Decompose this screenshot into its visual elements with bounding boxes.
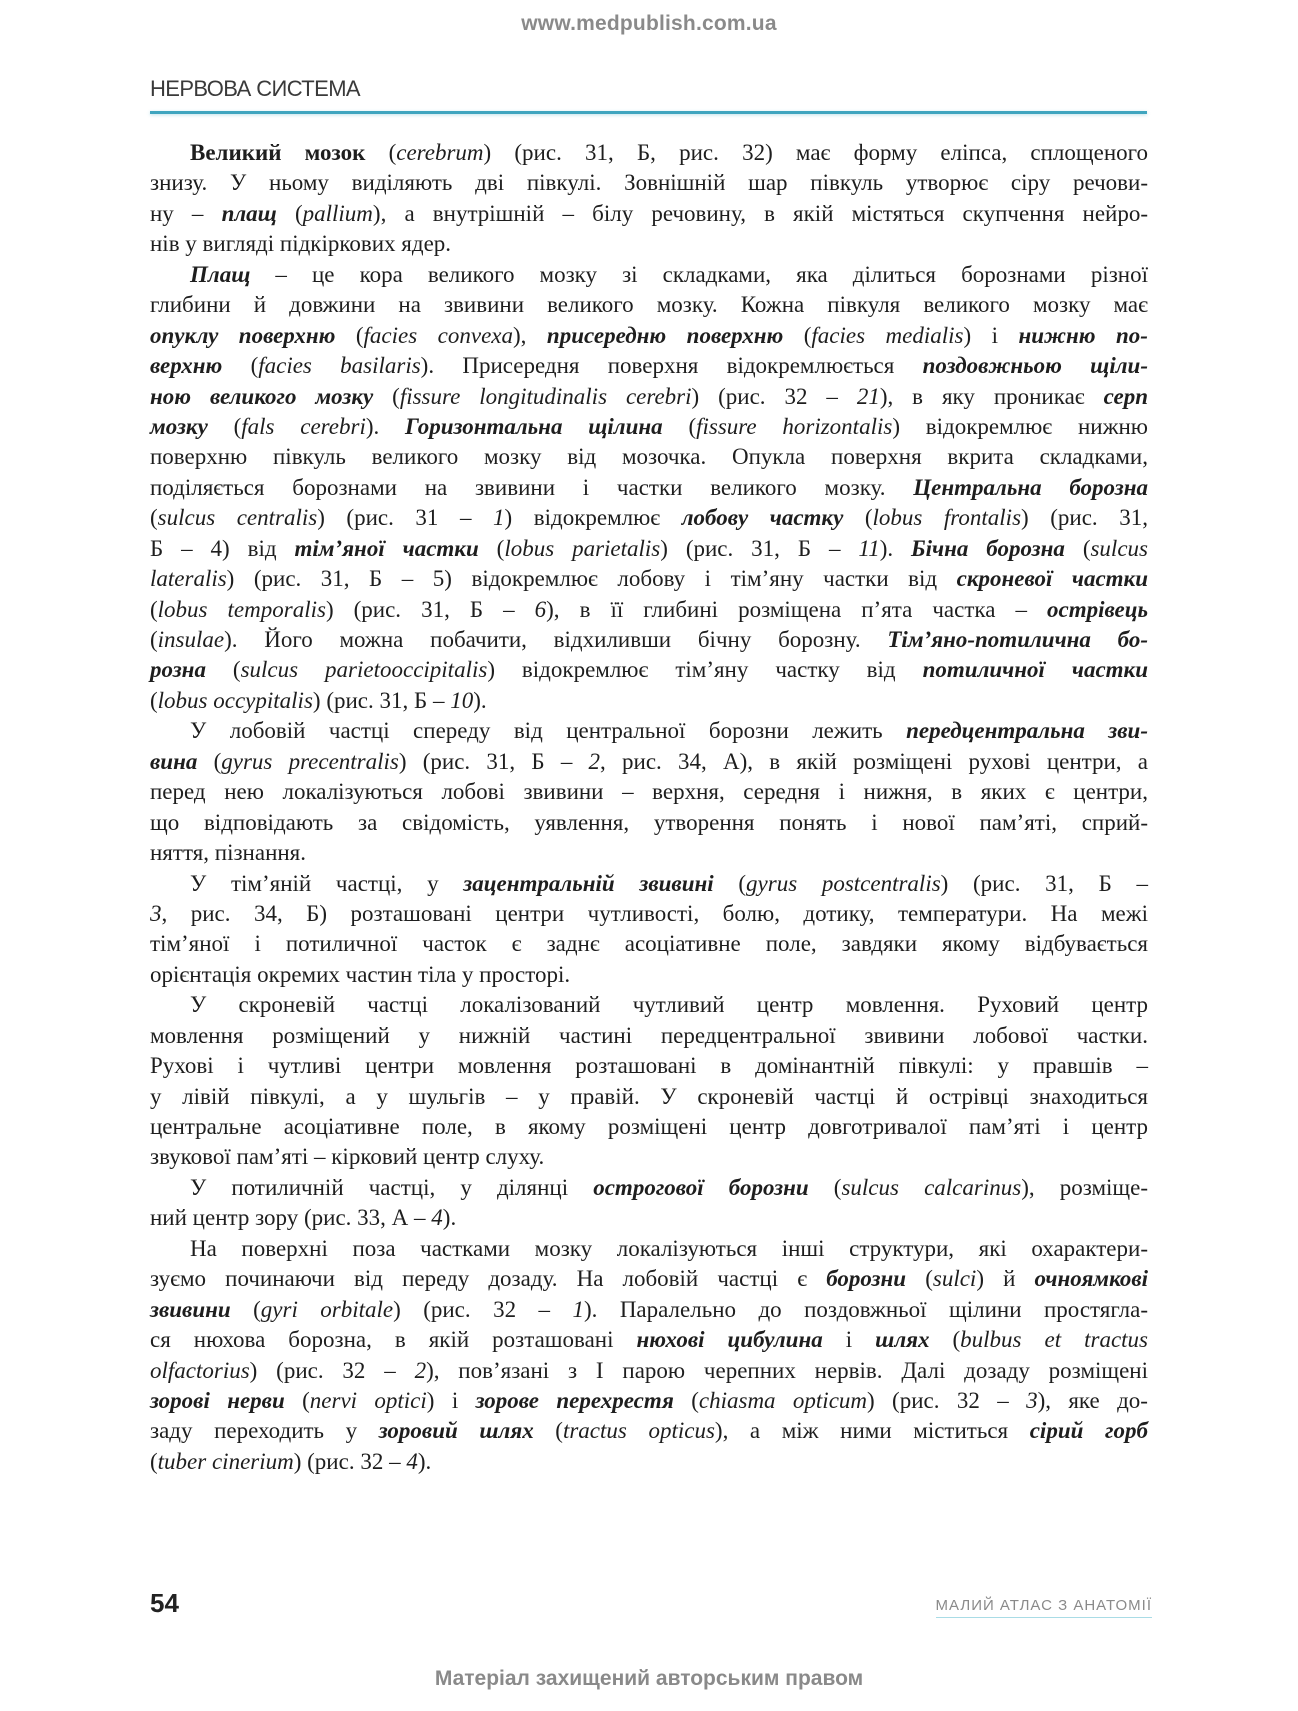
text-run: ) і <box>426 1387 476 1413</box>
text-line <box>150 1051 1148 1081</box>
text-line <box>150 1447 1148 1477</box>
text-run: ) і <box>963 322 1019 348</box>
text-run: ну – <box>150 200 222 226</box>
key-term: Центральна борозна <box>913 474 1148 500</box>
watermark-top: www.medpublish.com.ua <box>521 12 777 35</box>
latin-term: facies basilaris <box>258 353 421 379</box>
latin-term: sulci <box>932 1266 977 1292</box>
text-run: ) відокремлює <box>504 505 682 531</box>
latin-term: insulae <box>157 627 225 652</box>
text-run: ( <box>284 1387 310 1413</box>
text-run: ( <box>365 140 397 165</box>
key-term: нижню по- <box>1018 322 1148 348</box>
latin-term: facies medialis <box>811 322 964 348</box>
text-line <box>150 1264 1148 1294</box>
text-run: зуємо починаючи від переду дозаду. На лобовій частці є <box>150 1266 827 1292</box>
text-line <box>150 595 1148 625</box>
text-run: ний центр зору (рис. 33, А – <box>150 1205 432 1231</box>
key-term: верхню <box>150 353 223 379</box>
text-run: ). <box>442 1205 457 1231</box>
key-term: острівець <box>1047 596 1148 622</box>
text-run: ( <box>230 1296 261 1322</box>
key-term: нюхові цибулина <box>636 1327 823 1353</box>
text-run: У потиличній частці, у ділянці <box>190 1174 594 1200</box>
text-run: Б – 4) від <box>150 535 295 561</box>
text-line <box>150 655 1148 685</box>
text-run: ( <box>197 748 222 774</box>
text-line <box>150 321 1148 351</box>
latin-term: chiasma opticum <box>698 1387 868 1413</box>
text-line <box>150 199 1148 229</box>
text-run: ), розміще- <box>1021 1174 1148 1200</box>
text-run: ) (рис. 31, Б – <box>398 748 589 774</box>
book-title: МАЛИЙ АТЛАС З АНАТОМІЇ <box>936 1597 1152 1618</box>
key-term: розна <box>150 657 206 683</box>
text-line <box>150 534 1148 564</box>
text-run: ( <box>150 596 158 622</box>
latin-term: 2 <box>588 748 601 774</box>
latin-term: nervi optici <box>309 1387 427 1413</box>
latin-term: gyri orbitale <box>260 1296 394 1322</box>
text-run: ) (рис. 31, Б – <box>660 535 859 561</box>
text-run: ( <box>205 657 241 683</box>
text-line <box>150 1142 1148 1172</box>
text-run: ) (рис. 31, Б, рис. 32) має форму еліпса, сплощеного <box>483 140 1148 165</box>
text-run: у лівій півкулі, а у шульгів – у правій. У скроневій частці й острівці знаходиться <box>150 1083 1148 1109</box>
text-line <box>150 168 1148 198</box>
text-line <box>150 229 1148 259</box>
latin-term: cerebrum <box>396 140 484 165</box>
key-term: присередню поверхню <box>546 322 784 348</box>
text-line <box>150 929 1148 959</box>
latin-term: facies convexa <box>363 322 514 348</box>
text-run: центральне асоціативне поле, в якому розміщені центр довготривалої пам’яті і центр <box>150 1114 1148 1139</box>
text-run: ( <box>662 413 697 439</box>
key-term: вина <box>150 748 198 774</box>
latin-term: sulcus calcarinus <box>841 1174 1022 1200</box>
text-run: поверхню півкуль великого мозку від мозочка. Опукла поверхня вкрита складками, <box>150 444 1148 470</box>
text-run: ( <box>373 383 400 409</box>
key-term: тім’яної частки <box>294 535 479 561</box>
text-line <box>150 1416 1148 1446</box>
text-run: ) відокремлює нижню <box>892 413 1148 439</box>
key-term: Плащ <box>190 261 251 287</box>
text-line <box>150 747 1148 777</box>
key-term: шлях <box>875 1327 930 1353</box>
latin-term: 1 <box>572 1296 584 1322</box>
text-run: мовлення розміщений у нижній частині передцентральної звивини лобової частки. <box>150 1022 1148 1048</box>
text-line <box>150 564 1148 594</box>
latin-term: pallium <box>302 200 373 226</box>
text-run: нів у вигляді підкіркових ядер. <box>150 231 452 257</box>
key-term: Тім’яно-потилична бо- <box>887 627 1148 652</box>
text-run: ) (рис. 32 – <box>249 1357 415 1383</box>
text-run: На поверхні поза частками мозку локалізуються інші структури, які охарактери- <box>190 1235 1148 1261</box>
watermark-bottom: Матеріал захищений авторським правом <box>434 1667 864 1690</box>
text-run: ). <box>879 535 912 561</box>
text-run: ), в яку проникає <box>879 383 1104 409</box>
key-term: лобову частку <box>681 505 844 531</box>
running-head: НЕРВОВА СИСТЕМА <box>150 76 360 101</box>
text-run: заду переходить у <box>150 1418 379 1444</box>
text-run: ), пов’язані з I парою черепних нервів. Далі дозаду розміщені <box>426 1357 1149 1383</box>
latin-term: sulcus centralis <box>157 505 318 531</box>
text-line <box>150 1356 1148 1386</box>
text-run: тім’яної і потиличної часток є заднє асоціативне поле, завдяки якому відбувається <box>150 931 1148 957</box>
text-line <box>150 1021 1148 1051</box>
key-term: сірий горб <box>1029 1418 1148 1444</box>
text-run: ( <box>783 322 812 348</box>
latin-term: sulcus parietooccipitalis <box>240 657 488 683</box>
text-run: знизу. У ньому виділяють дві півкулі. Зовнішній шар півкуль утворює сіру речови- <box>150 170 1148 196</box>
text-line <box>150 625 1148 655</box>
text-run: ся нюхова борозна, в якій розташовані <box>150 1327 637 1353</box>
text-run: ) (рис. 31, Б – <box>940 870 1148 896</box>
latin-term: lobus frontalis <box>872 505 1022 531</box>
key-term: Горизонтальна щілина <box>405 413 663 439</box>
header-rule <box>150 111 1147 114</box>
text-line <box>150 1203 1148 1233</box>
text-line <box>150 138 1148 168</box>
text-run: ) (рис. 31, Б – 5) відокремлює лобову і тім’яну частки від <box>226 566 957 592</box>
text-run: ) (рис. 32 – <box>691 383 857 409</box>
text-run: ), а між ними міститься <box>714 1418 1030 1444</box>
latin-term: lobus parietalis <box>504 535 661 561</box>
text-line <box>150 1295 1148 1325</box>
key-term: мозку <box>150 413 208 439</box>
page-number: 54 <box>150 1588 179 1618</box>
key-term: поздовжньою щіли- <box>922 353 1148 379</box>
text-run: ) (рис. 31 – <box>317 505 494 531</box>
text-line <box>150 442 1148 472</box>
text-run: У лобовій частці спереду від центральної борозни лежить <box>190 718 907 744</box>
text-run: ) відокремлює тім’яну частку від <box>487 657 923 683</box>
body-text <box>150 138 1148 1477</box>
key-term: зоровий шлях <box>378 1418 534 1444</box>
text-run: Рухові і чутливі центри мовлення розташовані в домінантній півкулі: у правшів – <box>150 1053 1148 1079</box>
latin-term: olfactorius <box>150 1357 250 1383</box>
text-line <box>150 503 1148 533</box>
key-term: очноямкові <box>1034 1266 1149 1292</box>
key-term: ною великого мозку <box>150 383 374 409</box>
text-line <box>150 1386 1148 1416</box>
latin-term: 4 <box>431 1205 443 1231</box>
text-line <box>150 351 1148 381</box>
text-run: ( <box>150 687 158 713</box>
text-run: ( <box>222 353 259 379</box>
text-run: ). <box>365 413 406 439</box>
text-run: ). <box>473 687 487 713</box>
text-run: ( <box>808 1174 842 1200</box>
text-run: ( <box>906 1266 933 1292</box>
text-line <box>150 686 1148 716</box>
text-line <box>150 777 1148 807</box>
text-run: ), яке до- <box>1037 1387 1148 1413</box>
text-run: поділяється борознами на звивини і частки великого мозку. <box>150 474 914 500</box>
text-run: У скроневій частці локалізований чутливий центр мовлення. Руховий центр <box>190 992 1148 1018</box>
text-line <box>150 808 1148 838</box>
text-run: ). Присередня поверхня відокремлюється <box>420 353 923 379</box>
text-run: ). <box>417 1448 432 1474</box>
latin-term: gyrus precentralis <box>221 748 399 774</box>
text-line <box>150 1325 1148 1355</box>
text-run: ) (рис. 31, Б – <box>312 687 451 713</box>
text-line <box>150 899 1148 929</box>
text-run: ( <box>1064 535 1091 561</box>
text-run: ) (рис. 32 – <box>393 1296 573 1322</box>
text-run: ), в її глибині розміщена п’ята частка – <box>546 596 1047 622</box>
key-term: зорові нерви <box>150 1387 285 1413</box>
latin-term: lateralis <box>150 566 227 592</box>
text-run: ) (рис. 32 – <box>867 1387 1027 1413</box>
text-run: ), а внутрішній – білу речовину, в якій містяться скупчення нейро- <box>372 200 1148 226</box>
key-term: зацентральній звивині <box>463 870 714 896</box>
text-line <box>150 382 1148 412</box>
latin-term: 11 <box>858 535 880 561</box>
latin-term: tuber cinerium <box>157 1448 294 1474</box>
text-run: ( <box>843 505 873 531</box>
latin-term: 2 <box>414 1357 427 1383</box>
latin-term: lobus temporalis <box>157 596 326 622</box>
text-line <box>150 1173 1148 1203</box>
text-run: ) (рис. 31, <box>1021 505 1148 531</box>
latin-term: 21 <box>856 383 880 409</box>
latin-term: fissure horizontalis <box>696 413 893 439</box>
text-line <box>150 290 1148 320</box>
text-run: глибини й довжини на звивини великого мозку. Кожна півкуля великого мозку має <box>150 292 1148 318</box>
text-run: У тім’яній частці, у <box>190 870 464 896</box>
text-run: , рис. 34, Б) розташовані центри чутливості, болю, дотику, температури. На межі <box>161 900 1148 926</box>
key-term: передцентральна зви- <box>906 718 1148 744</box>
latin-term: lobus occypitalis <box>157 687 313 713</box>
latin-term: 1 <box>493 505 505 531</box>
text-run: ), <box>513 322 547 348</box>
latin-term: fals cerebri <box>241 413 366 439</box>
latin-term: 10 <box>450 687 474 713</box>
text-line <box>150 1082 1148 1112</box>
key-term: потиличної частки <box>922 657 1148 683</box>
text-run: няття, пізнання. <box>150 840 307 866</box>
key-term: опуклу поверхню <box>150 322 336 348</box>
latin-term: 6 <box>534 596 547 622</box>
text-run: ( <box>335 322 364 348</box>
text-run: ( <box>150 1448 158 1474</box>
text-run: ( <box>929 1327 961 1353</box>
text-line <box>150 838 1148 868</box>
text-run: що відповідають за свідомість, уявлення, утворення понять і нової пам’яті, сприй- <box>150 809 1148 835</box>
latin-term: sulcus <box>1090 535 1148 561</box>
key-term: плащ <box>221 200 277 226</box>
text-line <box>150 412 1148 442</box>
text-run: і <box>822 1327 876 1353</box>
text-run: ) й <box>976 1266 1035 1292</box>
text-run: ) (рис. 31, Б – <box>325 596 535 622</box>
text-line <box>150 1234 1148 1264</box>
text-line <box>150 960 1148 990</box>
text-run: ( <box>533 1418 563 1444</box>
text-line <box>150 1112 1148 1142</box>
latin-term: gyrus postcentralis <box>746 870 941 896</box>
latin-term: fissure longitudinalis cerebri <box>399 383 692 409</box>
text-run: ( <box>673 1387 699 1413</box>
text-run: орієнтація окремих частин тіла у просторі. <box>150 961 571 987</box>
text-run: ( <box>276 200 303 226</box>
text-run: перед нею локалізуються лобові звивини – верхня, середня і нижня, в яких є центри, <box>150 779 1148 805</box>
key-term: борозни <box>826 1266 907 1292</box>
text-run: ). Його можна побачити, відхиливши бічну борозну. <box>224 627 888 652</box>
key-term: Великий мозок <box>190 140 366 165</box>
text-line <box>150 716 1148 746</box>
text-run: звукової пам’яті – кірковий центр слуху. <box>150 1144 545 1170</box>
key-term: скроневої частки <box>956 566 1148 592</box>
latin-term: 4 <box>406 1448 418 1474</box>
latin-term: 3 <box>150 900 162 926</box>
text-run: ( <box>150 505 158 531</box>
key-term: острогової борозни <box>593 1174 809 1200</box>
key-term: Бічна борозна <box>911 535 1065 561</box>
text-run: ( <box>150 627 158 652</box>
text-line <box>150 473 1148 503</box>
latin-term: tractus opticus <box>562 1418 715 1444</box>
text-run: – це кора великого мозку зі складками, яка ділиться борознами різної <box>250 261 1148 287</box>
key-term: зорове перехрестя <box>475 1387 674 1413</box>
text-run: ( <box>713 870 747 896</box>
text-line <box>150 869 1148 899</box>
text-run: ( <box>478 535 505 561</box>
text-run: ). Паралельно до поздовжньої щілини простягла- <box>583 1296 1148 1322</box>
text-run: , рис. 34, А), в якій розміщені рухові центри, а <box>600 748 1148 774</box>
key-term: серп <box>1103 383 1148 409</box>
text-line <box>150 990 1148 1020</box>
key-term: звивини <box>150 1296 231 1322</box>
latin-term: bulbus et tractus <box>960 1327 1148 1353</box>
text-line <box>150 260 1148 290</box>
text-run: ( <box>207 413 242 439</box>
text-run: ) (рис. 32 – <box>293 1448 407 1474</box>
latin-term: 3 <box>1026 1387 1038 1413</box>
